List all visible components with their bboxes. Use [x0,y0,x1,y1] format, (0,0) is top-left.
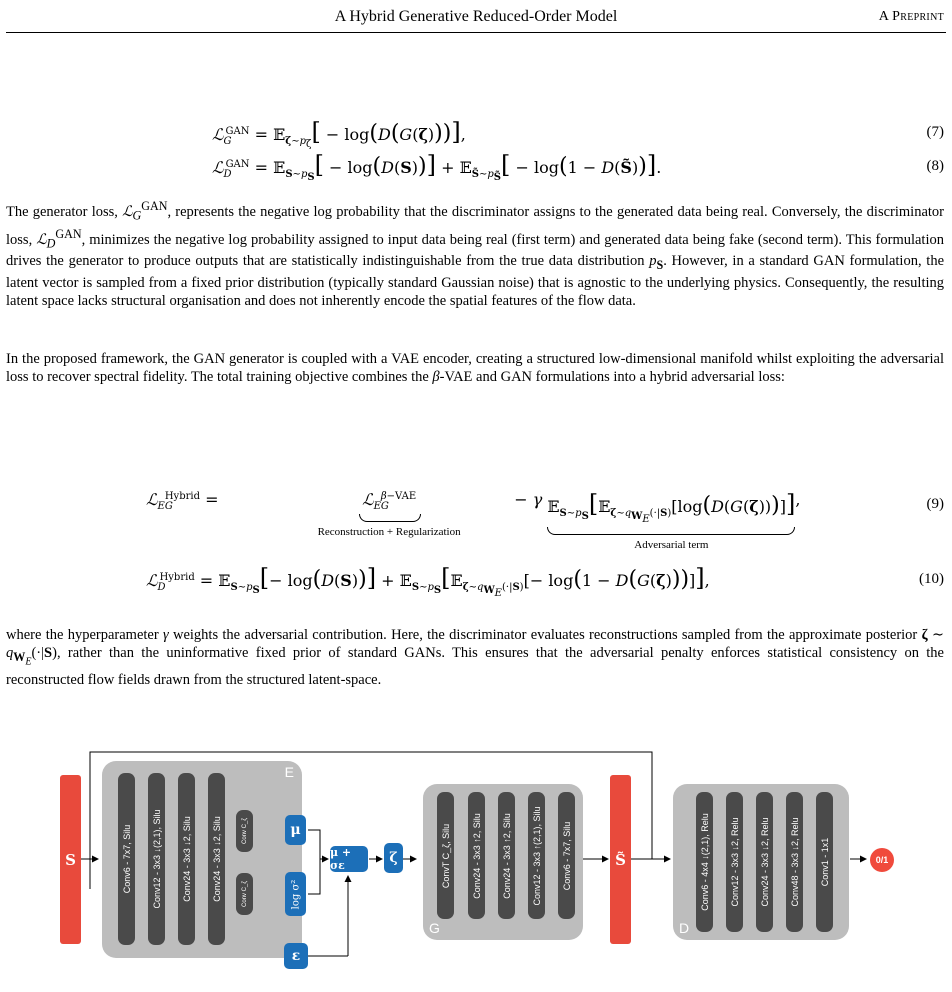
preprint-badge: A Preprint [878,9,944,24]
paragraph-generator-loss: The generator loss, ℒ$_G^{GAN}$, represents the negative log probability that the discriminator assigns to the generated data being real. Conversely, the discriminator loss, ℒ$_D^{GAN}$, minimizes the negative log probability assigned to input data being real (first term) and generated data being fake (second term). This formulation drives the generator to produce outputs that are statistically indistinguishable from the true data distribution $p_S$. However, in a standard GAN formulation, the latent vector is sampled from a fixed prior distribution (typically standard Gaussian noise) that is agnostic to the underlying physics. Consequently, the resulting latent space lacks structural organisation and does not inherently encode the spatial features of the flow data. [6,199,944,310]
encoder-layer: Conv24 - 3x3 ↓2, Silu [208,773,225,945]
equation-number: (10) [919,571,944,587]
discriminator-layer: Conv12 - 3x3 ↓2, Relu [726,792,743,932]
encoder-head-logvar: Conv C_ζ [236,873,253,915]
encoder-label: E [284,764,294,780]
page-header [6,0,946,33]
encoder-layer: Conv6 - 7x7, Silu [118,773,135,945]
latent-zeta-block: ζ [384,843,403,873]
epsilon-block: ε [284,943,308,969]
brace-label-adversarial: Adversarial term [634,539,709,552]
equation-10: ℒ$_D^{Hybrid}$ = 𝔼$_{S\sim p_S}$[− log(D(S))] + 𝔼$_{S\sim p_S}$[𝔼$_{\zeta\sim q_{W_E}(\cdot|S)}$[− log(1 − D(G(ζ)))]], [146,564,710,600]
equation-number: (7) [926,124,944,140]
discriminator-layer: Conv6 - 4x4 ↓(2,1), Relu [696,792,713,932]
equation-9: ℒ$_{EG}^{Hybrid}$ = ℒ$_{EG}^{\beta-VAE}$ Reconstruction + Regularization − γ 𝔼$_{S\sim p_S}$[𝔼$_{\zeta\sim q_{W_E}(\cdot|S)}$[log(D(G(ζ)))]] Adversarial term , [146,490,801,552]
paragraph-proposed-framework: In the proposed framework, the GAN generator is coupled with a VAE encoder, creating a structured low-dimensional manifold whilst exploiting the adversarial loss to recover spectral fidelity. The total training objective combines the β-VAE and GAN formulations into a hybrid adversarial loss: [6,351,944,385]
generator-layer: ConvT C_ζ, Silu [437,792,454,919]
logvar-block: log σ² [285,872,306,916]
equation-8: ℒ$_D^{GAN}$ = 𝔼$_{S\sim p_S}$[ − log(D(S))] + 𝔼$_{S̃\sim p_{S̃}}$[ − log(1 − D(S̃))]. [212,151,662,184]
reparameterization-block: μ + σε [330,846,368,872]
real-fake-output: 0/1 [870,848,894,872]
architecture-diagram [58,748,896,992]
brace-label-reconstruction: Reconstruction + Regularization [317,526,461,539]
reconstruction-block: S̃ [610,775,631,944]
discriminator-layer: Conv1 - 1x1 [816,792,833,932]
generator-layer: Conv6 - 7x7, Silu [558,792,575,919]
running-title: A Hybrid Generative Reduced-Order Model [334,8,618,25]
equation-7: ℒ$_G^{GAN}$ = 𝔼$_{\zeta\sim p_\zeta}$[ − log(D(G(ζ)))], [212,118,466,151]
encoder-layer: Conv24 - 3x3 ↓2, Silu [178,773,195,945]
input-field-block: S [60,775,81,944]
discriminator-layer: Conv24 - 3x3 ↓2, Relu [756,792,773,932]
paragraph-hyperparameter: where the hyperparameter γ weights the adversarial contribution. Here, the discriminator evaluates reconstructions sampled from the approximate posterior ζ ∼ $q_{W_E}(\cdot|S)$, rather than the uninformative fixed prior of standard GANs. This ensures that the adversarial penalty enforces statistical consistency on the reconstructed flow fields drawn from the structured latent-space. [6,627,945,689]
mu-block: μ [285,815,306,845]
generator-layer: Conv12 - 3x3 ↑(2,1), Silu [528,792,545,919]
equation-number: (9) [926,496,944,512]
equation-number: (8) [926,158,944,174]
encoder-head-mu: Conv C_ζ [236,810,253,852]
discriminator-layer: Conv48 - 3x3 ↓2, Relu [786,792,803,932]
generator-label: G [429,920,440,936]
generator-layer: Conv24 - 3x3 ↑2, Silu [468,792,485,919]
discriminator-label: D [679,920,690,936]
encoder-layer: Conv12 - 3x3 ↓(2,1), Silu [148,773,165,945]
generator-layer: Conv24 - 3x3 ↑2, Silu [498,792,515,919]
